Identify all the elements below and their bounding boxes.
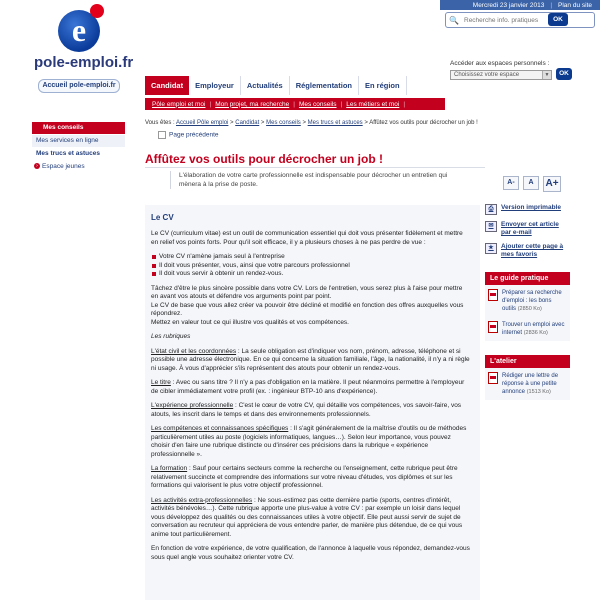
separator: | (340, 100, 343, 108)
sidebar-item-label: Mes conseils (43, 124, 84, 131)
main-nav (145, 76, 407, 95)
section-title: L'expérience professionnelle (151, 402, 234, 409)
font-size-tools (503, 176, 561, 192)
section-text: : Avec ou sans titre ? Il n'y a pas d'obligation en la matière. Il peut néanmoins permettre à l'employeur de cibler immédiatement votre profil (ex. : ingénieur BTP-10 ans d'expérience). (151, 379, 465, 395)
font-increase-button[interactable]: A+ (543, 176, 561, 192)
section-title: Le titre (151, 379, 171, 386)
guide-item[interactable] (485, 317, 570, 341)
print-label: Version imprimable (501, 204, 561, 211)
atelier-heading: L'atelier (485, 355, 570, 368)
separator: | (209, 100, 212, 108)
tab-employeur[interactable]: Employeur (189, 76, 241, 95)
section-title: La formation (151, 465, 188, 472)
paragraph-line: Le CV de base que vous allez créer va pouvoir être décliné et modifié en fonction des offres auxquelles vous répondrez. (151, 301, 464, 317)
print-link[interactable] (485, 204, 570, 215)
guide-heading: Le guide pratique (485, 272, 570, 285)
access-label: Accéder aux espaces personnels : (450, 60, 550, 67)
favorites-label: Ajouter cette page à mes favoris (501, 243, 564, 258)
subnav-mon-projet[interactable]: Mon projet, ma recherche (215, 100, 290, 108)
paragraph-line: Mettez en valeur tout ce qui illustre vos qualités et vos compétences. (151, 318, 349, 326)
atelier-item-label: Rédiger une lettre de réponse à une petite annonce (502, 373, 559, 395)
section (151, 348, 471, 374)
top-info-bar (440, 0, 600, 10)
section-text: : Sauf pour certains secteurs comme la recherche ou l'enseignement, cette rubrique peut être relativement succincte et comprendre des informations sur votre niveau d'études, vos diplômes et sur les formations qui valorisent le plus votre objectif professionnel. (151, 465, 458, 489)
file-size: (1513 Ko) (526, 389, 551, 395)
chevron-right-icon: › (34, 163, 40, 169)
font-decrease-button[interactable]: A- (503, 176, 519, 190)
section (151, 497, 471, 540)
home-link[interactable]: Accueil pole-emploi.fr (38, 79, 120, 93)
article-body (151, 230, 471, 568)
subnav-mes-conseils[interactable]: Mes conseils (298, 100, 337, 108)
pdf-icon (488, 289, 498, 301)
list-item: Il doit vous servir à obtenir un rendez-vous. (151, 270, 471, 279)
section-text: : Il s'agit généralement de la maîtrise d'outils ou de méthodes particulièrement utiles au poste (logiciels informatiques, langues…). Selon leur importance, vous pouvez choisir d'en faire une rubrique distincte ou d'insérer ces précisions dans la rubrique « expérience professionnelle ». (151, 425, 467, 458)
breadcrumb-link[interactable]: Mes conseils (266, 120, 301, 126)
current-date: Mercredi 23 janvier 2013 (472, 1, 545, 9)
bullet-icon (36, 125, 40, 129)
file-size: (2850 Ko) (517, 306, 542, 312)
breadcrumb-link[interactable]: Candidat (235, 120, 260, 126)
logo-text[interactable]: pole-emploi.fr (34, 54, 134, 71)
breadcrumb: Vous êtes : Accueil Pôle emploi > Candidat > Mes conseils > Mes trucs et astuces > Affûtez vos outils pour décrocher un job ! (145, 120, 478, 126)
guide-item-text (502, 289, 567, 313)
page-tools (485, 204, 570, 265)
page-title: Affûtez vos outils pour décrocher un job ! (145, 152, 384, 166)
printer-icon: ⎙ (485, 204, 497, 215)
paragraph: En fonction de votre expérience, de votre qualification, de l'annonce à laquelle vous répondez, demandez-vous sous quel angle vous souhaitez orienter votre CV. (151, 545, 470, 561)
bookmark-icon: ★ (485, 243, 497, 254)
previous-page-label: Page précédente (169, 131, 219, 139)
section-title: Les compétences et connaissances spécifiques (151, 425, 289, 432)
access-space-select[interactable] (450, 70, 552, 80)
divider (145, 167, 485, 168)
section (151, 379, 471, 396)
paragraph-line: Tâchez d'être le plus sincère possible dans votre CV. Lors de l'entretien, vous serez plus à l'aise pour mettre en avant vos atouts et défendre vos arguments point par point. (151, 284, 463, 300)
left-sidebar (32, 122, 125, 174)
section-title: Les activités extra-professionnelles (151, 496, 253, 504)
guide-panel (485, 272, 570, 341)
sidebar-item-trucs[interactable]: Mes trucs et astuces (32, 148, 125, 161)
pdf-icon (488, 321, 498, 333)
section (151, 402, 471, 419)
site-map-link[interactable]: Plan du site (558, 1, 592, 9)
tab-en-region[interactable]: En région (359, 76, 407, 95)
chevron-down-icon: ▼ (542, 71, 551, 79)
sidebar-item-mes-conseils[interactable] (32, 122, 125, 135)
subnav-pole-emploi-et-moi[interactable]: Pôle emploi et moi (152, 100, 206, 108)
pole-emploi-logo[interactable] (58, 10, 100, 52)
separator: | (403, 100, 406, 108)
tab-reglementation[interactable]: Réglementation (290, 76, 359, 95)
sub-nav (145, 98, 445, 110)
article-heading: Le CV (151, 213, 174, 222)
atelier-panel (485, 355, 570, 400)
section-text: : Ne sous-estimez pas cette dernière partie (sports, centres d'intérêt, activités bénévoles…). Cette rubrique apporte une plus-value à votre CV : par exemple un loisir dans lequel vous développez des qualités ou des connaissances utiles à votre objectif. Elle peut aussi servir de sujet de conversation au recruteur qui appréciera de vous entendre parler, de manière plus détendue, de ce qui vous anime tout particulièrement. (151, 496, 463, 538)
back-arrow-icon (158, 131, 166, 139)
section-title: L'état civil et les coordonnées (151, 347, 237, 355)
tab-candidat[interactable]: Candidat (145, 76, 189, 95)
search-ok-button[interactable]: OK (548, 13, 568, 26)
search-box[interactable] (445, 12, 595, 28)
section (151, 465, 471, 491)
breadcrumb-current: Affûtez vos outils pour décrocher un job ! (369, 120, 478, 126)
list-item: Votre CV n'amène jamais seul à l'entreprise (151, 253, 471, 262)
separator: | (293, 100, 295, 108)
email-label: Envoyer cet article par e-mail (501, 221, 559, 236)
sidebar-item-label: Espace jeunes (42, 163, 85, 170)
subnav-les-metiers[interactable]: Les métiers et moi (346, 100, 400, 108)
access-ok-button[interactable]: OK (556, 68, 572, 80)
pdf-icon (488, 372, 498, 384)
atelier-item[interactable] (485, 368, 570, 400)
guide-item-text (502, 321, 567, 337)
separator: | (550, 1, 553, 9)
breadcrumb-prefix: Vous êtes : (145, 120, 175, 126)
breadcrumb-link[interactable]: Mes trucs et astuces (307, 120, 363, 126)
article (145, 205, 480, 600)
breadcrumb-link[interactable]: Accueil Pôle emploi (176, 120, 229, 126)
guide-item-label: Trouver un emploi avec internet (502, 322, 565, 336)
access-select-value: Choisissez votre espace (454, 72, 520, 78)
previous-page-link[interactable] (158, 131, 219, 139)
sidebar-item-services[interactable]: Mes services en ligne (32, 135, 125, 148)
logo-accent-dot (90, 4, 104, 18)
paragraph: Le CV (curriculum vitae) est un outil de communication essentiel qui doit vous présenter fidèlement et mettre en relief vos points forts. Pour qu'il soit efficace, il y a plusieurs choses à ne pas perdre de vue : (151, 230, 463, 246)
envelope-icon: ✉ (485, 221, 497, 232)
email-link[interactable] (485, 221, 570, 237)
file-size: (2836 Ko) (523, 330, 548, 336)
guide-item[interactable] (485, 285, 570, 317)
font-normal-button[interactable]: A (523, 176, 539, 190)
section (151, 425, 471, 459)
atelier-item-text (502, 372, 567, 396)
tab-actualites[interactable]: Actualités (241, 76, 290, 95)
bullet-list (151, 253, 471, 279)
subheading: Les rubriques (151, 333, 191, 340)
favorites-link[interactable] (485, 243, 570, 259)
intro-text: L'élaboration de votre carte professionnelle est indispensable pour décrocher un entretien qui mènera à la prise de poste. (170, 171, 470, 189)
section-text: : La seule obligation est d'indiquer vos nom, prénom, adresse, téléphone et si possible une adresse électronique. En ce qui concerne la situation familiale, l'âge, la nationalité, il n'y a ni règle ni usage. À vous d'apprécier s'ils représentent des atouts pour obtenir un rendez-vous. (151, 347, 470, 372)
list-item: Il doit vous présenter, vous, ainsi que votre parcours professionnel (151, 262, 471, 271)
section-text: : C'est le cœur de votre CV, qui détaille vos compétences, vos savoir-faire, vos atouts, les inscrit dans le temps et dans des environnements professionnels. (151, 402, 462, 418)
search-icon: 🔍 (449, 15, 459, 25)
logo-letter: e (71, 12, 87, 48)
sidebar-item-espace-jeunes[interactable] (32, 161, 125, 174)
guide-item-label: Préparer sa recherche d'emploi : les bons outils (502, 290, 562, 312)
paragraph (151, 285, 471, 328)
